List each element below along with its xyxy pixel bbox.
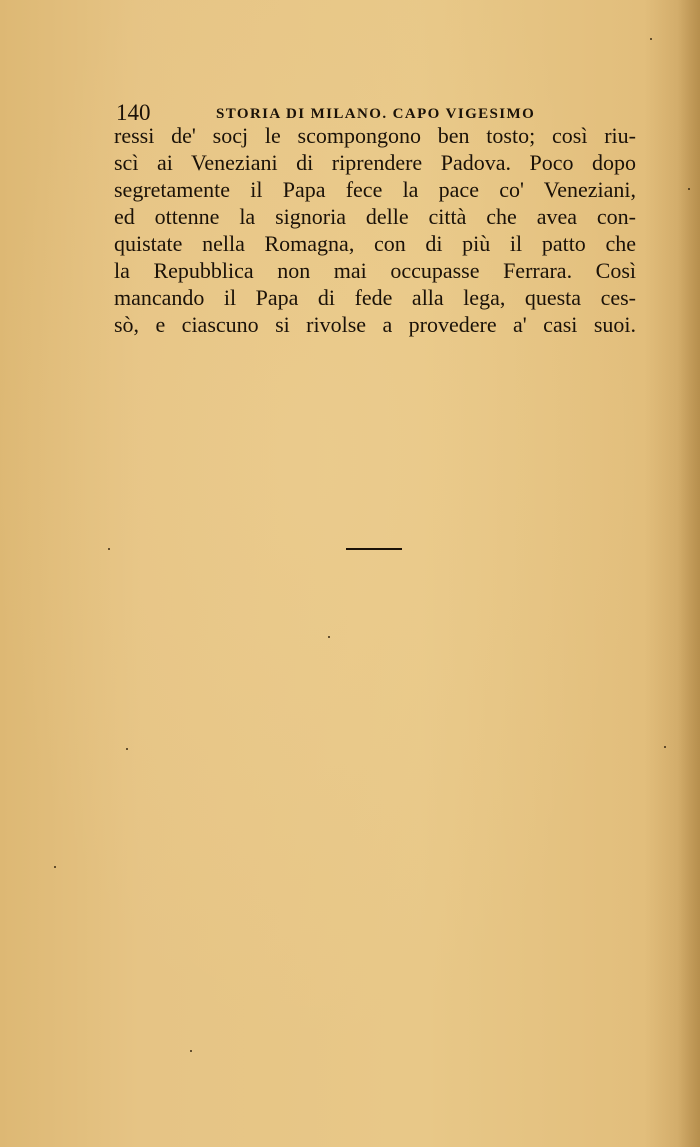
text-line: la Repubblica non mai occupasse Ferrara. Così xyxy=(114,258,636,283)
text-line: sò, e ciascuno si rivolse a provedere a' casi suoi. xyxy=(114,312,636,337)
paper-speck xyxy=(108,548,110,550)
paper-speck xyxy=(650,38,652,40)
text-line: mancando il Papa di fede alla lega, questa ces- xyxy=(114,285,636,310)
text-line: ressi de' socj le scompongono ben tosto; così riu- xyxy=(114,123,636,148)
text-line: quistate nella Romagna, con di più il patto che xyxy=(114,231,636,256)
paper-speck xyxy=(54,866,56,868)
paper-speck xyxy=(688,188,690,190)
paper-speck xyxy=(328,636,330,638)
section-end-rule xyxy=(346,548,402,550)
paper-speck xyxy=(664,746,666,748)
paper-speck xyxy=(190,1050,192,1052)
text-line: ed ottenne la signoria delle città che avea con- xyxy=(114,204,636,229)
body-text xyxy=(114,122,636,338)
page-number: 140 xyxy=(116,100,151,125)
paper-speck xyxy=(126,748,128,750)
text-line: scì ai Veneziani di riprendere Padova. Poco dopo xyxy=(114,150,636,175)
text-line: segretamente il Papa fece la pace co' Veneziani, xyxy=(114,177,636,202)
running-head-title: STORIA DI MILANO. CAPO VIGESIMO xyxy=(216,106,536,122)
page-edge-shadow xyxy=(678,0,700,1147)
